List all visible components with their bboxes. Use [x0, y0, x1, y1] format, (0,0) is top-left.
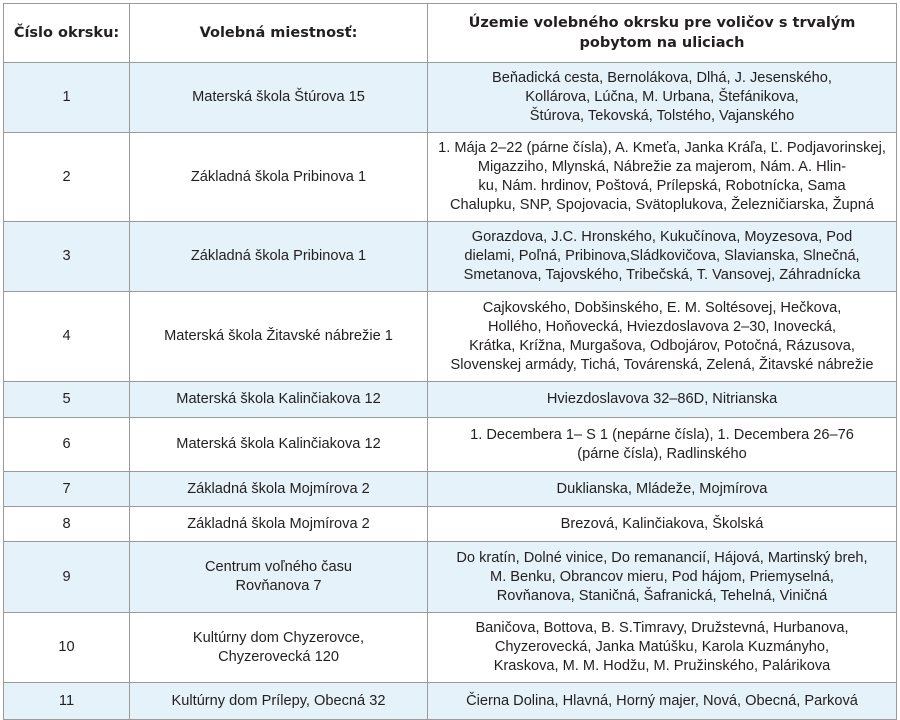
polling-districts-table — [3, 3, 897, 720]
polling-room-cell — [130, 382, 428, 418]
district-number: 1 — [62, 89, 71, 105]
table-row — [4, 222, 897, 292]
polling-room-cell — [130, 683, 428, 720]
table-row — [4, 507, 897, 542]
territory-streets-cell — [428, 542, 897, 613]
territory-streets-line: Smetanova, Tajovského, Tribečská, T. Vansovej, Záhradnícka — [463, 267, 861, 283]
territory-streets-line: Duklianska, Mládeže, Mojmírova — [556, 480, 768, 497]
header-territory: Územie volebného okrsku pre voličov s trvalým pobytom na uliciach — [428, 4, 897, 63]
territory-streets-line: ku, Nám. hrdinov, Poštová, Prílepská, Robotnícka, Sama — [478, 178, 846, 194]
territory-streets-line: Gorazdova, J.C. Hronského, Kukučínova, Moyzesova, Pod — [471, 229, 853, 245]
table-row — [4, 133, 897, 222]
territory-streets-line: Do kratín, Dolné vinice, Do remanancií, Hájová, Martinský breh, — [456, 549, 868, 566]
territory-streets-line: Cajkovského, Dobšinského, E. M. Soltésovej, Hečkova, — [482, 299, 842, 316]
territory-streets-line: Krátka, Krížna, Murgašova, Odbojárov, Potočná, Rázusova, — [469, 337, 855, 354]
territory-streets-line: Rovňanova, Staničná, Šafranická, Tehelná, Viničná — [496, 587, 828, 604]
table-row — [4, 472, 897, 507]
district-number-cell — [4, 542, 130, 613]
polling-room-line: Chyzerovecká 120 — [218, 648, 339, 665]
territory-streets-line: Čierna Dolina, Hlavná, Horný majer, Nová, Obecná, Parková — [466, 692, 858, 709]
territory-streets-line: Migazziho, Mlynská, Nábrežie za majerom, Nám. A. Hlin- — [477, 159, 847, 175]
polling-room-line: Rovňanova 7 — [235, 578, 322, 594]
polling-room-cell — [130, 613, 428, 683]
district-number: 8 — [62, 515, 71, 532]
polling-room-line: Centrum voľného času — [204, 559, 353, 575]
district-number: 10 — [58, 639, 75, 655]
district-number: 3 — [62, 248, 71, 264]
territory-streets-line: Brezová, Kalinčiakova, Školská — [560, 515, 764, 532]
territory-streets-line: Slovenskej armády, Tichá, Továrenská, Zelená, Žitavské nábrežie — [450, 356, 874, 373]
territory-streets-line: 1. Decembera 1– S 1 (nepárne čísla), 1. Decembera 26–76 — [470, 426, 854, 443]
territory-streets-cell — [428, 507, 897, 542]
district-number: 6 — [62, 436, 71, 452]
polling-room-line: Materská škola Kalinčiakova 12 — [176, 391, 381, 407]
territory-streets-cell — [428, 472, 897, 507]
polling-room-line: Kultúrny dom Chyzerovce, — [192, 629, 365, 646]
polling-room-line: Materská škola Kalinčiakova 12 — [176, 436, 381, 452]
table-row — [4, 542, 897, 613]
district-number: 5 — [62, 391, 71, 407]
district-number-cell — [4, 507, 130, 542]
territory-streets-line: Chalupku, SNP, Spojovacia, Svätoplukova, Železničiarska, Župná — [450, 197, 874, 213]
polling-room-cell — [130, 133, 428, 222]
polling-room-cell — [130, 63, 428, 133]
polling-room-cell — [130, 507, 428, 542]
polling-room-line: Základná škola Pribinova 1 — [190, 168, 367, 185]
territory-streets-cell — [428, 63, 897, 133]
district-number: 4 — [62, 328, 71, 344]
district-number-cell — [4, 133, 130, 222]
polling-room-cell — [130, 542, 428, 613]
table-row — [4, 613, 897, 683]
district-number: 2 — [62, 168, 71, 185]
territory-streets-cell — [428, 222, 897, 292]
territory-streets-line: M. Benku, Obrancov mieru, Pod hájom, Priemyselná, — [490, 568, 834, 585]
header-row — [4, 4, 897, 63]
territory-streets-line: Baničova, Bottova, B. S.Timravy, Družstevná, Hurbanova, — [475, 620, 849, 636]
territory-streets-line: Kollárova, Lúčna, M. Urbana, Štefánikova, — [525, 89, 799, 105]
district-number-cell — [4, 382, 130, 418]
territory-streets-cell — [428, 683, 897, 720]
polling-room-cell — [130, 222, 428, 292]
table-row — [4, 63, 897, 133]
polling-room-line: Materská škola Štúrova 15 — [192, 89, 365, 105]
district-number: 9 — [62, 568, 71, 585]
district-number-cell — [4, 613, 130, 683]
polling-room-line: Základná škola Mojmírova 2 — [187, 480, 370, 497]
territory-streets-line: Štúrova, Tekovská, Tolstého, Vajanského — [529, 108, 795, 124]
district-number-cell — [4, 222, 130, 292]
polling-room-cell — [130, 418, 428, 472]
territory-streets-cell — [428, 613, 897, 683]
polling-room-line: Kultúrny dom Prílepy, Obecná 32 — [171, 692, 386, 709]
territory-streets-line: dielami, Poľná, Pribinova,Sládkovičova, Slavianska, Slnečná, — [464, 248, 860, 264]
polling-room-line: Základná škola Mojmírova 2 — [187, 515, 370, 532]
table-row — [4, 292, 897, 382]
table-row — [4, 418, 897, 472]
territory-streets-line: Hollého, Hoňovecká, Hviezdoslavova 2–30, Inovecká, — [487, 318, 837, 335]
territory-streets-line: Beňadická cesta, Bernolákova, Dlhá, J. Jesenského, — [492, 70, 832, 86]
territory-streets-cell — [428, 418, 897, 472]
district-number: 7 — [62, 480, 71, 497]
district-number: 11 — [58, 692, 75, 709]
territory-streets-cell — [428, 382, 897, 418]
district-number-cell — [4, 472, 130, 507]
polling-room-cell — [130, 472, 428, 507]
territory-streets-cell — [428, 133, 897, 222]
polling-room-cell — [130, 292, 428, 382]
table-row — [4, 683, 897, 720]
header-polling-room: Volebná miestnosť: — [130, 4, 428, 63]
district-number-cell — [4, 63, 130, 133]
district-number-cell — [4, 292, 130, 382]
table-row — [4, 382, 897, 418]
territory-streets-line: Kraskova, M. M. Hodžu, M. Pružinského, Palárikova — [493, 658, 831, 674]
district-number-cell — [4, 683, 130, 720]
territory-streets-line: Hviezdoslavova 32–86D, Nitrianska — [546, 391, 778, 407]
territory-streets-line: (párne čísla), Radlinského — [577, 445, 747, 462]
territory-streets-line: Chyzerovecká, Janka Matúšku, Karola Kuzmányho, — [494, 639, 830, 655]
polling-room-line: Základná škola Pribinova 1 — [190, 248, 367, 264]
district-number-cell — [4, 418, 130, 472]
territory-streets-cell — [428, 292, 897, 382]
header-district-number: Číslo okrsku: — [4, 4, 130, 63]
polling-room-line: Materská škola Žitavské nábrežie 1 — [164, 328, 393, 344]
territory-streets-line: 1. Mája 2–22 (párne čísla), A. Kmeťa, Janka Kráľa, Ľ. Podjavorinskej, — [438, 140, 886, 156]
